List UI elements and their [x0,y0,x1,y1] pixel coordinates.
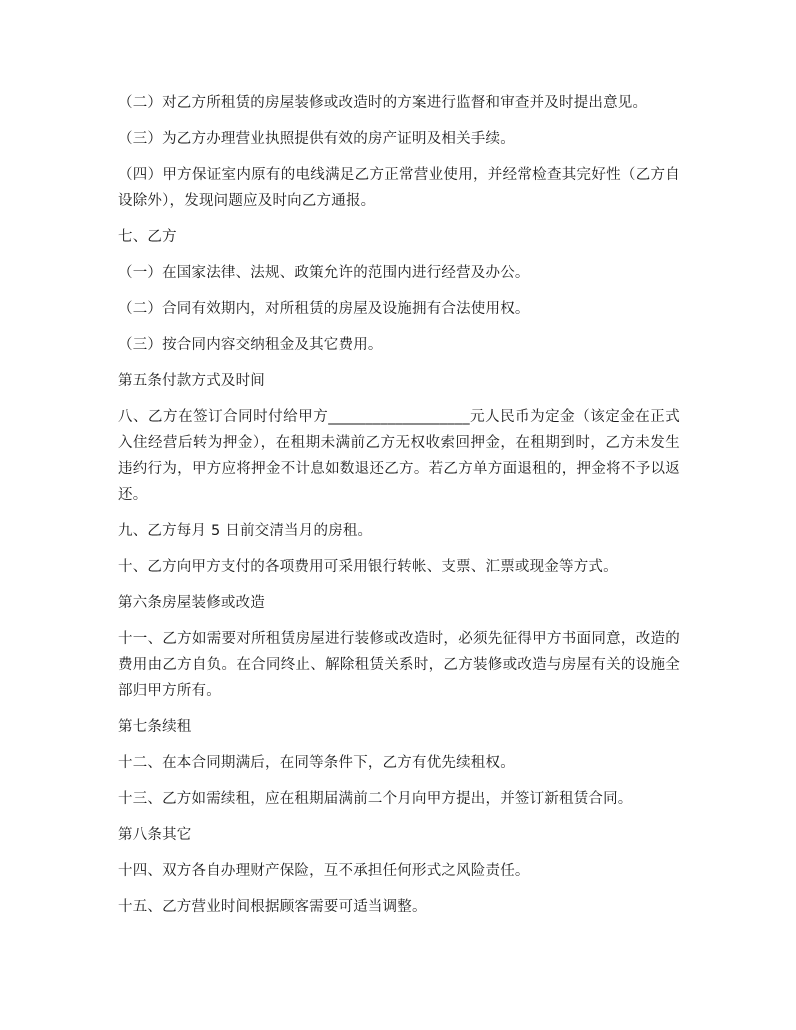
clause-4-wiring: （四）甲方保证室内原有的电线满足乙方正常营业使用，并经常检查其完好性（乙方自设除外），发现问题应及时向乙方通报。 [118,167,680,209]
article-5-heading: 第五条付款方式及时间 [118,373,265,389]
clause-15-hours: 十五、乙方营业时间根据顾客需要可适当调整。 [118,899,427,915]
clause-2-supervision: （二）对乙方所租赁的房屋装修或改造时的方案进行监督和审查并及时提出意见。 [118,95,648,111]
tenant-clause-2: （二）合同有效期内，对所租赁的房屋及设施拥有合法使用权。 [118,301,530,317]
clause-12-priority-renewal: 十二、在本合同期满后，在同等条件下，乙方有优先续租权。 [118,755,515,771]
clause-13-renewal-notice: 十三、乙方如需续租，应在租期届满前二个月向甲方提出，并签订新租赁合同。 [118,791,633,807]
document-page [118,90,680,930]
article-6-heading: 第六条房屋装修或改造 [118,595,265,611]
tenant-clause-3: （三）按合同内容交纳租金及其它费用。 [118,337,383,353]
clause-10-payment-methods: 十、乙方向甲方支付的各项费用可采用银行转帐、支票、汇票或现金等方式。 [118,559,618,575]
clause-14-insurance: 十四、双方各自办理财产保险，互不承担任何形式之风险责任。 [118,863,530,879]
clause-8-deposit: 八、乙方在签订合同时付给甲方___________________元人民币为定金（该定金在正式入住经营后转为押金），在租期未满前乙方无权收索回押金，在租期到时，乙方未发生违约行为，甲方应将押金不计息如数退还乙方。若乙方单方面退租的，押金将不予以返还。 [118,409,680,503]
article-7-heading: 第七条续租 [118,719,192,735]
tenant-clause-1: （一）在国家法律、法规、政策允许的范围内进行经营及办公。 [118,265,530,281]
article-8-heading: 第八条其它 [118,827,192,843]
clause-9-rent-date: 九、乙方每月 5 日前交清当月的房租。 [118,523,373,539]
section-7-heading: 七、乙方 [118,229,177,245]
clause-11-renovation: 十一、乙方如需要对所租赁房屋进行装修或改造时，必须先征得甲方书面同意，改造的费用由乙方自负。在合同终止、解除租赁关系时，乙方装修或改造与房屋有关的设施全部归甲方所有。 [118,631,680,699]
clause-3-license: （三）为乙方办理营业执照提供有效的房产证明及相关手续。 [118,131,515,147]
